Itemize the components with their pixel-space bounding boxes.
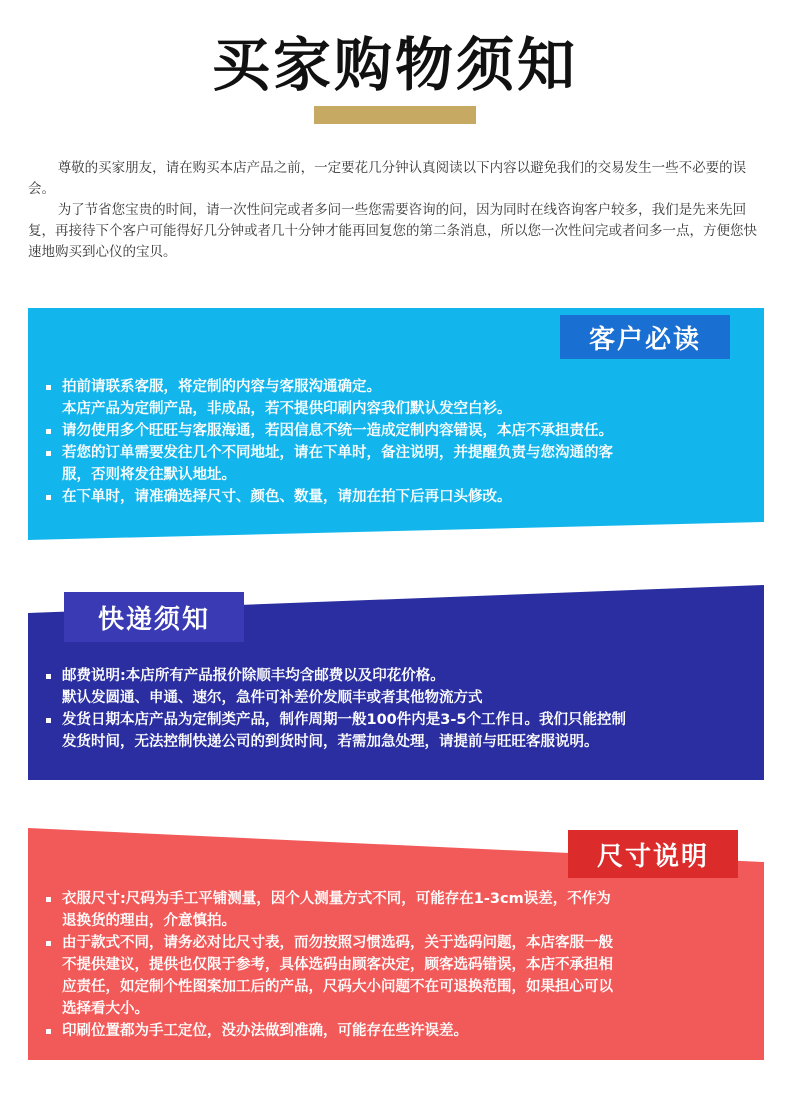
list-item-line: 应责任，如定制个性图案加工后的产品，尺码大小问题不在可退换范围，如果担心可以 — [62, 979, 613, 995]
list-item-line: 若您的订单需要发往几个不同地址，请在下单时，备注说明，并提醒负责与您沟通的客 — [62, 445, 613, 461]
bullet-icon — [46, 451, 51, 456]
list-item — [44, 888, 754, 932]
size-guide-tag: 尺寸说明 — [568, 830, 738, 878]
list-item-line: 在下单时，请准确选择尺寸、颜色、数量，请加在拍下后再口头修改。 — [62, 489, 512, 505]
bullet-icon — [46, 897, 51, 902]
bullet-icon — [46, 429, 51, 434]
customer-must-read-list — [44, 376, 754, 508]
size-guide-list — [44, 888, 754, 1042]
list-item-line: 选择看大小。 — [62, 1001, 149, 1017]
list-item — [44, 486, 754, 508]
title-underline — [314, 106, 476, 124]
list-item-line: 退换货的理由，介意慎拍。 — [62, 913, 236, 929]
list-item-line: 本店产品为定制产品，非成品，若不提供印刷内容我们默认发空白衫。 — [62, 401, 512, 417]
list-item-line: 不提供建议，提供也仅限于参考，具体选码由顾客决定，顾客选码错误，本店不承担相 — [62, 957, 613, 973]
list-item-line: 由于款式不同，请务必对比尺寸表，而勿按照习惯选码，关于选码问题，本店客服一般 — [62, 935, 613, 951]
customer-must-read-tag: 客户必读 — [560, 315, 730, 359]
list-item-line: 邮费说明:本店所有产品报价除顺丰均含邮费以及印花价格。 — [62, 668, 445, 684]
bullet-icon — [46, 385, 51, 390]
list-item-line: 印刷位置都为手工定位，没办法做到准确，可能存在些许误差。 — [62, 1023, 468, 1039]
bullet-icon — [46, 718, 51, 723]
list-item-line: 服，否则将发往默认地址。 — [62, 467, 236, 483]
list-item — [44, 709, 754, 753]
intro-text — [28, 158, 768, 263]
bullet-icon — [46, 1029, 51, 1034]
list-item — [44, 420, 754, 442]
list-item-line: 默认发圆通、申通、速尔，急件可补差价发顺丰或者其他物流方式 — [62, 690, 483, 706]
list-item-line: 发货时间，无法控制快递公司的到货时间，若需加急处理，请提前与旺旺客服说明。 — [62, 734, 599, 750]
list-item-line: 请勿使用多个旺旺与客服海通，若因信息不统一造成定制内容错误，本店不承担责任。 — [62, 423, 613, 439]
bullet-icon — [46, 495, 51, 500]
intro-paragraph-1: 尊敬的买家朋友，请在购买本店产品之前，一定要花几分钟认真阅读以下内容以避免我们的交易发生一些不必要的误会。 — [28, 160, 747, 197]
list-item — [44, 1020, 754, 1042]
list-item-line: 拍前请联系客服，将定制的内容与客服沟通确定。 — [62, 379, 381, 395]
list-item — [44, 932, 754, 1020]
list-item-line: 衣服尺寸:尺码为手工平铺测量，因个人测量方式不同，可能存在1-3cm误差，不作为 — [62, 891, 611, 907]
list-item — [44, 665, 754, 709]
shipping-notice-tag: 快递须知 — [64, 592, 244, 642]
page-title: 买家购物须知 — [211, 31, 578, 99]
bullet-icon — [46, 674, 51, 679]
intro-paragraph-2: 为了节省您宝贵的时间，请一次性问完或者多问一些您需要咨询的问，因为同时在线咨询客户较多，我们是先来先回复，再接待下个客户可能得好几分钟或者几十分钟才能再回复您的第二条消息，所以您一次性问完或者问多一点，方便您快速地购买到心仪的宝贝。 — [28, 202, 757, 260]
list-item-line: 发货日期本店产品为定制类产品，制作周期一般100件内是3-5个工作日。我们只能控制 — [62, 712, 626, 728]
list-item — [44, 442, 754, 486]
list-item — [44, 376, 754, 420]
shipping-notice-list — [44, 665, 754, 753]
bullet-icon — [46, 941, 51, 946]
